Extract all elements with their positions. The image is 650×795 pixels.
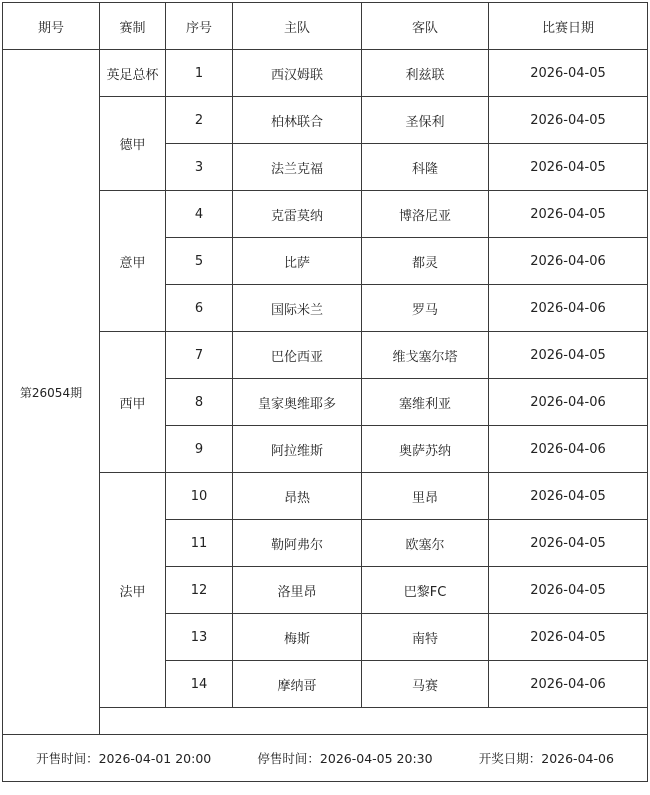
match-schedule-table (2, 2, 648, 782)
match-no: 11 (166, 520, 233, 567)
match-no: 6 (166, 285, 233, 332)
home-team: 皇家奥维耶多 (233, 379, 362, 426)
issue-cell: 第26054期 (3, 50, 100, 735)
home-team: 比萨 (233, 238, 362, 285)
spacer-row (3, 708, 648, 735)
home-team: 国际米兰 (233, 285, 362, 332)
table-row (3, 191, 648, 238)
header-away: 客队 (362, 3, 489, 50)
match-date: 2026-04-06 (489, 379, 648, 426)
header-league: 赛制 (100, 3, 166, 50)
away-team: 圣保利 (362, 97, 489, 144)
sale-start-time: 开售时间：2026-04-01 20:00 (36, 751, 212, 766)
match-no: 7 (166, 332, 233, 379)
footer-row (3, 735, 648, 782)
match-date: 2026-04-05 (489, 520, 648, 567)
match-no: 4 (166, 191, 233, 238)
header-row (3, 3, 648, 50)
league-cell: 西甲 (100, 332, 166, 473)
table-row (3, 50, 648, 97)
match-date: 2026-04-05 (489, 97, 648, 144)
away-team: 科隆 (362, 144, 489, 191)
match-date: 2026-04-06 (489, 661, 648, 708)
home-team: 柏林联合 (233, 97, 362, 144)
away-team: 南特 (362, 614, 489, 661)
match-date: 2026-04-06 (489, 285, 648, 332)
sale-stop-time: 停售时间：2026-04-05 20:30 (257, 751, 433, 766)
home-team: 梅斯 (233, 614, 362, 661)
match-date: 2026-04-05 (489, 144, 648, 191)
away-team: 利兹联 (362, 50, 489, 97)
home-team: 勒阿弗尔 (233, 520, 362, 567)
match-date: 2026-04-05 (489, 614, 648, 661)
header-home: 主队 (233, 3, 362, 50)
league-cell: 英足总杯 (100, 50, 166, 97)
away-team: 都灵 (362, 238, 489, 285)
home-team: 克雷莫纳 (233, 191, 362, 238)
match-no: 12 (166, 567, 233, 614)
match-no: 3 (166, 144, 233, 191)
match-date: 2026-04-05 (489, 50, 648, 97)
table-row (3, 97, 648, 144)
away-team: 塞维利亚 (362, 379, 489, 426)
home-team: 巴伦西亚 (233, 332, 362, 379)
table-row (3, 332, 648, 379)
away-team: 维戈塞尔塔 (362, 332, 489, 379)
league-cell: 意甲 (100, 191, 166, 332)
match-no: 13 (166, 614, 233, 661)
league-cell: 法甲 (100, 473, 166, 708)
match-no: 14 (166, 661, 233, 708)
draw-date: 开奖日期：2026-04-06 (478, 751, 614, 766)
match-date: 2026-04-05 (489, 191, 648, 238)
footer-cell (3, 735, 648, 782)
home-team: 阿拉维斯 (233, 426, 362, 473)
home-team: 摩纳哥 (233, 661, 362, 708)
match-date: 2026-04-05 (489, 567, 648, 614)
away-team: 马赛 (362, 661, 489, 708)
away-team: 里昂 (362, 473, 489, 520)
match-no: 8 (166, 379, 233, 426)
match-no: 5 (166, 238, 233, 285)
home-team: 西汉姆联 (233, 50, 362, 97)
table-row (3, 473, 648, 520)
away-team: 罗马 (362, 285, 489, 332)
away-team: 博洛尼亚 (362, 191, 489, 238)
away-team: 奥萨苏纳 (362, 426, 489, 473)
home-team: 法兰克福 (233, 144, 362, 191)
match-date: 2026-04-06 (489, 238, 648, 285)
match-date: 2026-04-05 (489, 473, 648, 520)
match-no: 1 (166, 50, 233, 97)
match-no: 9 (166, 426, 233, 473)
match-date: 2026-04-06 (489, 426, 648, 473)
blank-cell (100, 708, 648, 735)
league-cell: 德甲 (100, 97, 166, 191)
header-issue: 期号 (3, 3, 100, 50)
sale-info (3, 749, 647, 767)
home-team: 昂热 (233, 473, 362, 520)
away-team: 巴黎FC (362, 567, 489, 614)
home-team: 洛里昂 (233, 567, 362, 614)
header-date: 比赛日期 (489, 3, 648, 50)
match-no: 2 (166, 97, 233, 144)
match-date: 2026-04-05 (489, 332, 648, 379)
away-team: 欧塞尔 (362, 520, 489, 567)
match-no: 10 (166, 473, 233, 520)
header-no: 序号 (166, 3, 233, 50)
